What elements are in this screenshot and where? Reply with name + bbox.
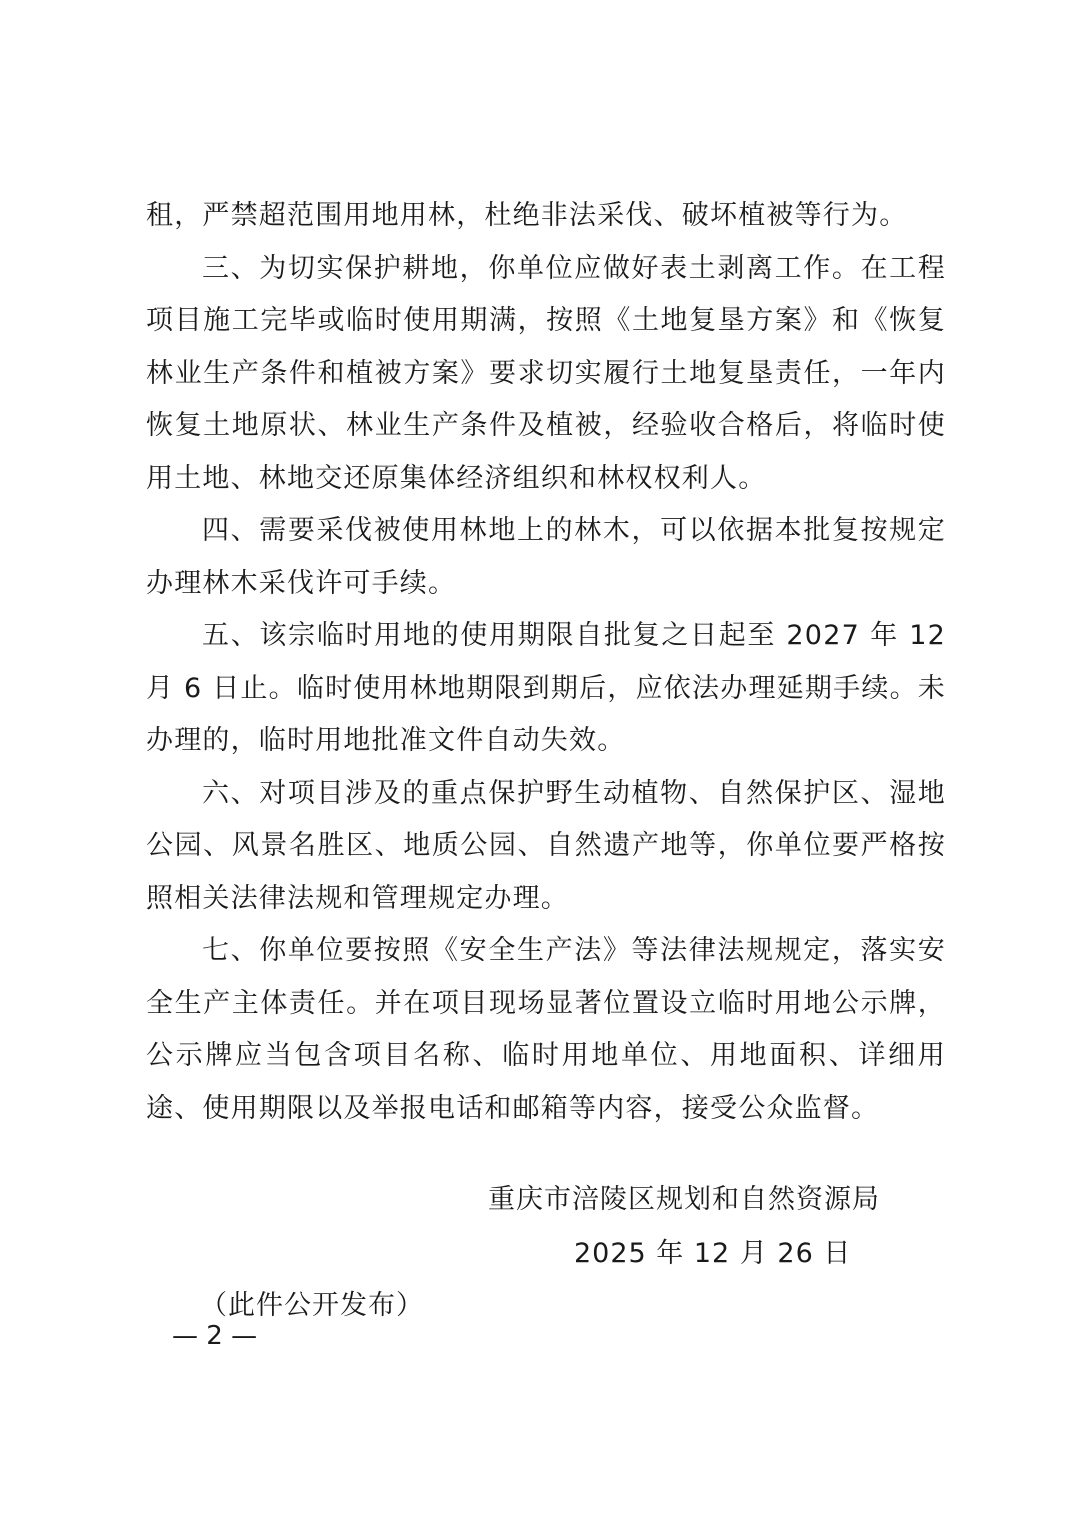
page-number: — 2 — xyxy=(172,1321,258,1351)
document-body xyxy=(146,190,946,1135)
signature-organization: 重庆市涪陵区规划和自然资源局 xyxy=(488,1184,880,1215)
paragraph-item-7: 七、你单位要按照《安全生产法》等法律法规规定，落实安全生产主体责任。并在项目现场显著位置设立临时用地公示牌，公示牌应当包含项目名称、临时用地单位、用地面积、详细用途、使用期限以及举报电话和邮箱等内容，接受公众监督。 xyxy=(146,935,946,1124)
paragraph-continuation: 租，严禁超范围用地用林，杜绝非法采伐、破坏植被等行为。 xyxy=(146,200,908,231)
signature-date: 2025 年 12 月 26 日 xyxy=(574,1238,852,1269)
paragraph-item-6: 六、对项目涉及的重点保护野生动植物、自然保护区、湿地公园、风景名胜区、地质公园、自然遗产地等，你单位要严格按照相关法律法规和管理规定办理。 xyxy=(146,777,946,914)
paragraph-item-4: 四、需要采伐被使用林地上的林木，可以依据本批复按规定办理林木采伐许可手续。 xyxy=(146,515,946,599)
public-release-note: （此件公开发布） xyxy=(200,1290,424,1321)
paragraph-item-3: 三、为切实保护耕地，你单位应做好表土剥离工作。在工程项目施工完毕或临时使用期满，按照《土地复垦方案》和《恢复林业生产条件和植被方案》要求切实履行土地复垦责任，一年内恢复土地原状、林业生产条件及植被，经验收合格后，将临时使用土地、林地交还原集体经济组织和林权权利人。 xyxy=(146,252,946,494)
paragraph-item-5: 五、该宗临时用地的使用期限自批复之日起至 2027 年 12 月 6 日止。临时使用林地期限到期后，应依法办理延期手续。未办理的，临时用地批准文件自动失效。 xyxy=(146,620,946,756)
